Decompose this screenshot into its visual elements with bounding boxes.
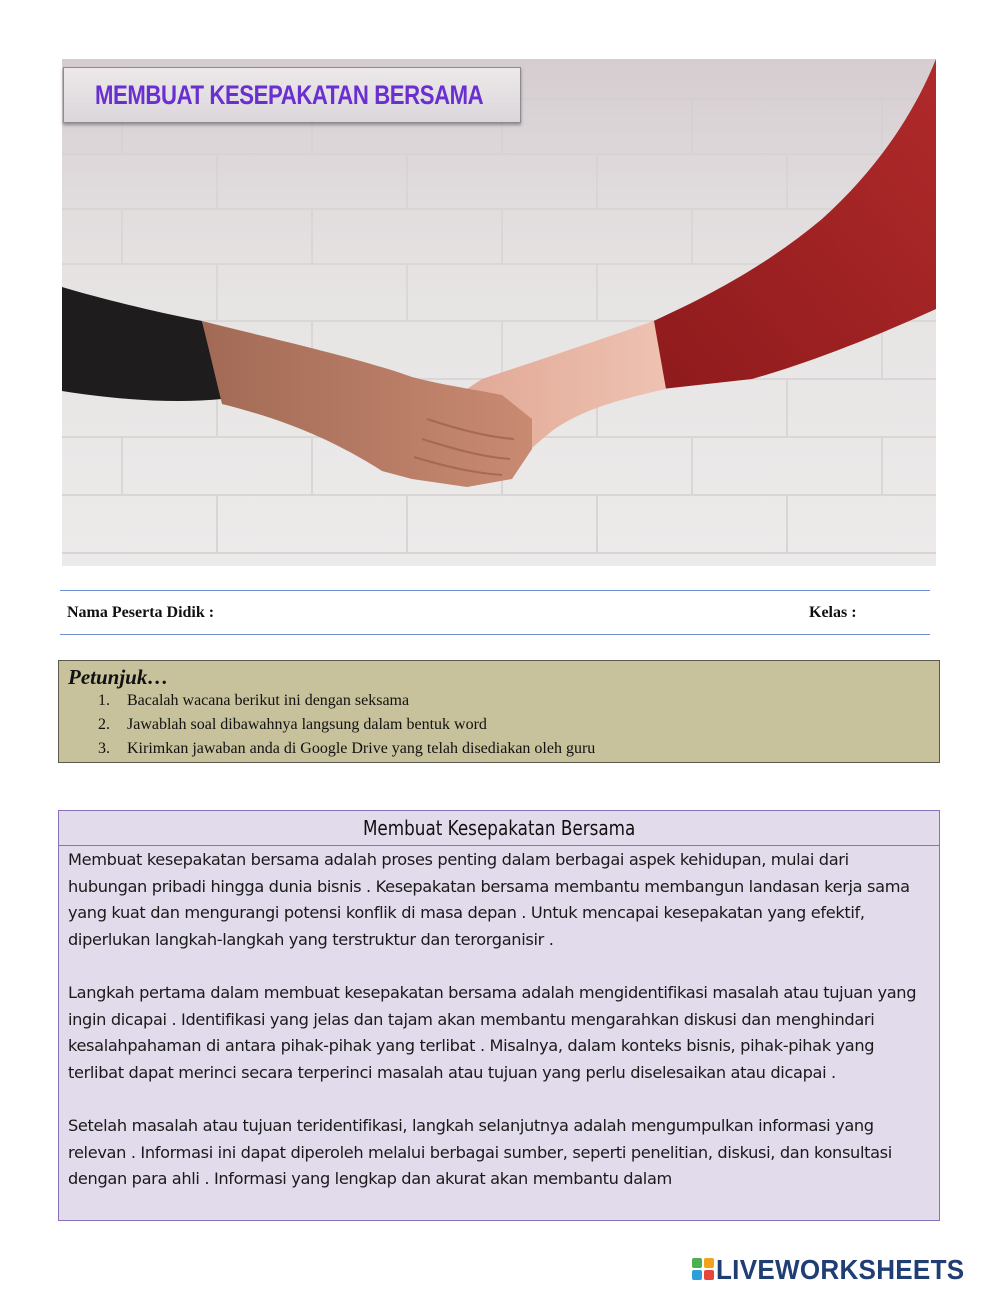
passage-paragraph: Membuat kesepakatan bersama adalah proses penting dalam berbagai aspek kehidupan, mulai dari hubungan pribadi hingga dunia bisnis . Kesepakatan bersama membantu membangun landasan kerja sama yang kuat dan mengurangi potensi konflik di masa depan . Untuk mencapai kesepakatan yang efektif, diperlukan langkah-langkah yang terstruktur dan terorganisir . [68, 850, 910, 949]
instruction-number: 3. [98, 740, 110, 757]
handshake-illustration [62, 59, 936, 566]
instruction-text: Kirimkan jawaban anda di Google Drive yang telah disediakan oleh guru [127, 740, 596, 757]
logo-square-e [704, 1270, 714, 1280]
instructions-title: Petunjuk… [68, 665, 169, 689]
page-title: MEMBUAT KESEPAKATAN BERSAMA [95, 80, 484, 110]
passage-paragraph: Setelah masalah atau tujuan teridentifikasi, langkah selanjutnya adalah mengumpulkan informasi yang relevan . Informasi ini dapat diperoleh melalui berbagai sumber, seperti penelitian, diskusi, dan konsultasi dengan para ahli . Informasi yang lengkap dan akurat akan membantu dalam [68, 1115, 892, 1189]
liveworksheets-logo-icon [692, 1258, 714, 1280]
liveworksheets-wordmark: LIVEWORKSHEETS [716, 1254, 965, 1285]
instruction-text: Bacalah wacana berikut ini dengan seksama [127, 692, 410, 709]
logo-square-v [692, 1270, 702, 1280]
instructions-box [58, 660, 940, 763]
reading-passage [58, 810, 940, 1221]
instruction-text: Jawablah soal dibawahnya langsung dalam bentuk word [127, 716, 487, 733]
info-top-rule [60, 590, 930, 591]
logo-square-i [704, 1258, 714, 1268]
info-bottom-rule [60, 634, 930, 635]
passage-body [59, 846, 939, 1193]
class-label: Kelas : [809, 604, 857, 621]
liveworksheets-logo[interactable] [692, 1254, 992, 1284]
instruction-number: 2. [98, 716, 110, 733]
logo-square-l [692, 1258, 702, 1268]
passage-title: Membuat Kesepakatan Bersama [362, 816, 636, 840]
passage-paragraph: Langkah pertama dalam membuat kesepakatan bersama adalah mengidentifikasi masalah atau tujuan yang ingin dicapai . Identifikasi yang jelas dan tajam akan membantu mengarahkan diskusi dan menghindari kesalahpahaman di antara pihak-pihak yang terlibat . Misalnya, dalam konteks bisnis, pihak-pihak yang terlibat dapat merinci secara terperinci masalah atau tujuan yang perlu diselesaikan atau dicapai . [68, 982, 917, 1082]
handshake-photo [62, 59, 936, 566]
instruction-number: 1. [98, 692, 110, 709]
passage-header [59, 811, 939, 846]
student-name-label: Nama Peserta Didik : [67, 604, 215, 621]
title-banner [63, 67, 521, 123]
